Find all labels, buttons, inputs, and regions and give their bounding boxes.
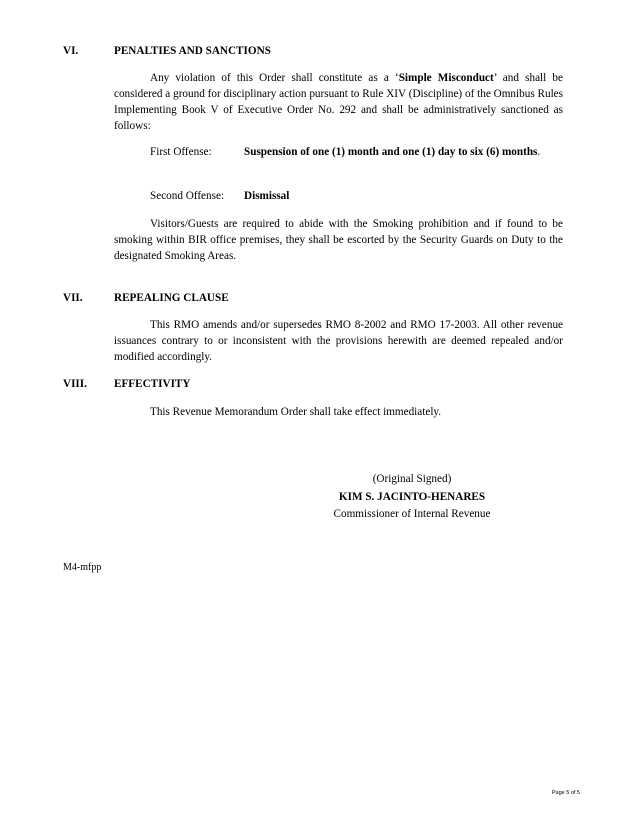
signatory-position: Commissioner of Internal Revenue [333,508,491,520]
penalty-text: Suspension of one (1) month and one (1) day to six (6) months [244,146,538,158]
visitors-paragraph: Visitors/Guests are required to abide with the Smoking prohibition and if found to be smoking within BIR office premises, they shall be escorted by the Security Guards on Duty to the designated Smoking Areas. [114,218,563,262]
section-number: VII. [63,292,83,304]
section-title: EFFECTIVITY [114,378,191,390]
reference-initials: M4-mfpp [63,562,102,573]
offense-penalty [244,188,289,204]
signature-note: (Original Signed) [372,473,452,485]
section-title: REPEALING CLAUSE [114,292,229,304]
offense-label: First Offense: [150,146,212,158]
offense-label: Second Offense: [150,190,225,202]
paragraph-text: Any violation of this Order shall constitute as a ‘ [150,72,399,84]
section-number: VIII. [63,378,87,390]
offense-penalty [244,144,563,160]
penalties-paragraph [114,70,563,134]
effectivity-paragraph: This Revenue Memorandum Order shall take effect immediately. [150,406,442,418]
signatory-name: KIM S. JACINTO-HENARES [338,491,486,503]
repealing-paragraph: This RMO amends and/or supersedes RMO 8-2002 and RMO 17-2003. All other revenue issuances contrary to or inconsistent with the provisions herewith are deemed repealed and/or modified accordingly. [114,319,563,363]
misconduct-term: Simple Misconduct [398,72,494,84]
paragraph-text: ’ and shall be considered a ground for disciplinary action pursuant to Rule XIV (Discipline) of the Omnibus Rules Implementing Book V of Executive Order No. 292 and shall be administratively sanctioned as follows: [114,72,563,132]
section-title: PENALTIES AND SANCTIONS [114,45,271,57]
penalty-suffix: . [537,146,541,158]
section-number: VI. [63,45,79,57]
penalty-text: Dismissal [244,190,290,202]
page-number: Page 5 of 5 [551,790,580,796]
